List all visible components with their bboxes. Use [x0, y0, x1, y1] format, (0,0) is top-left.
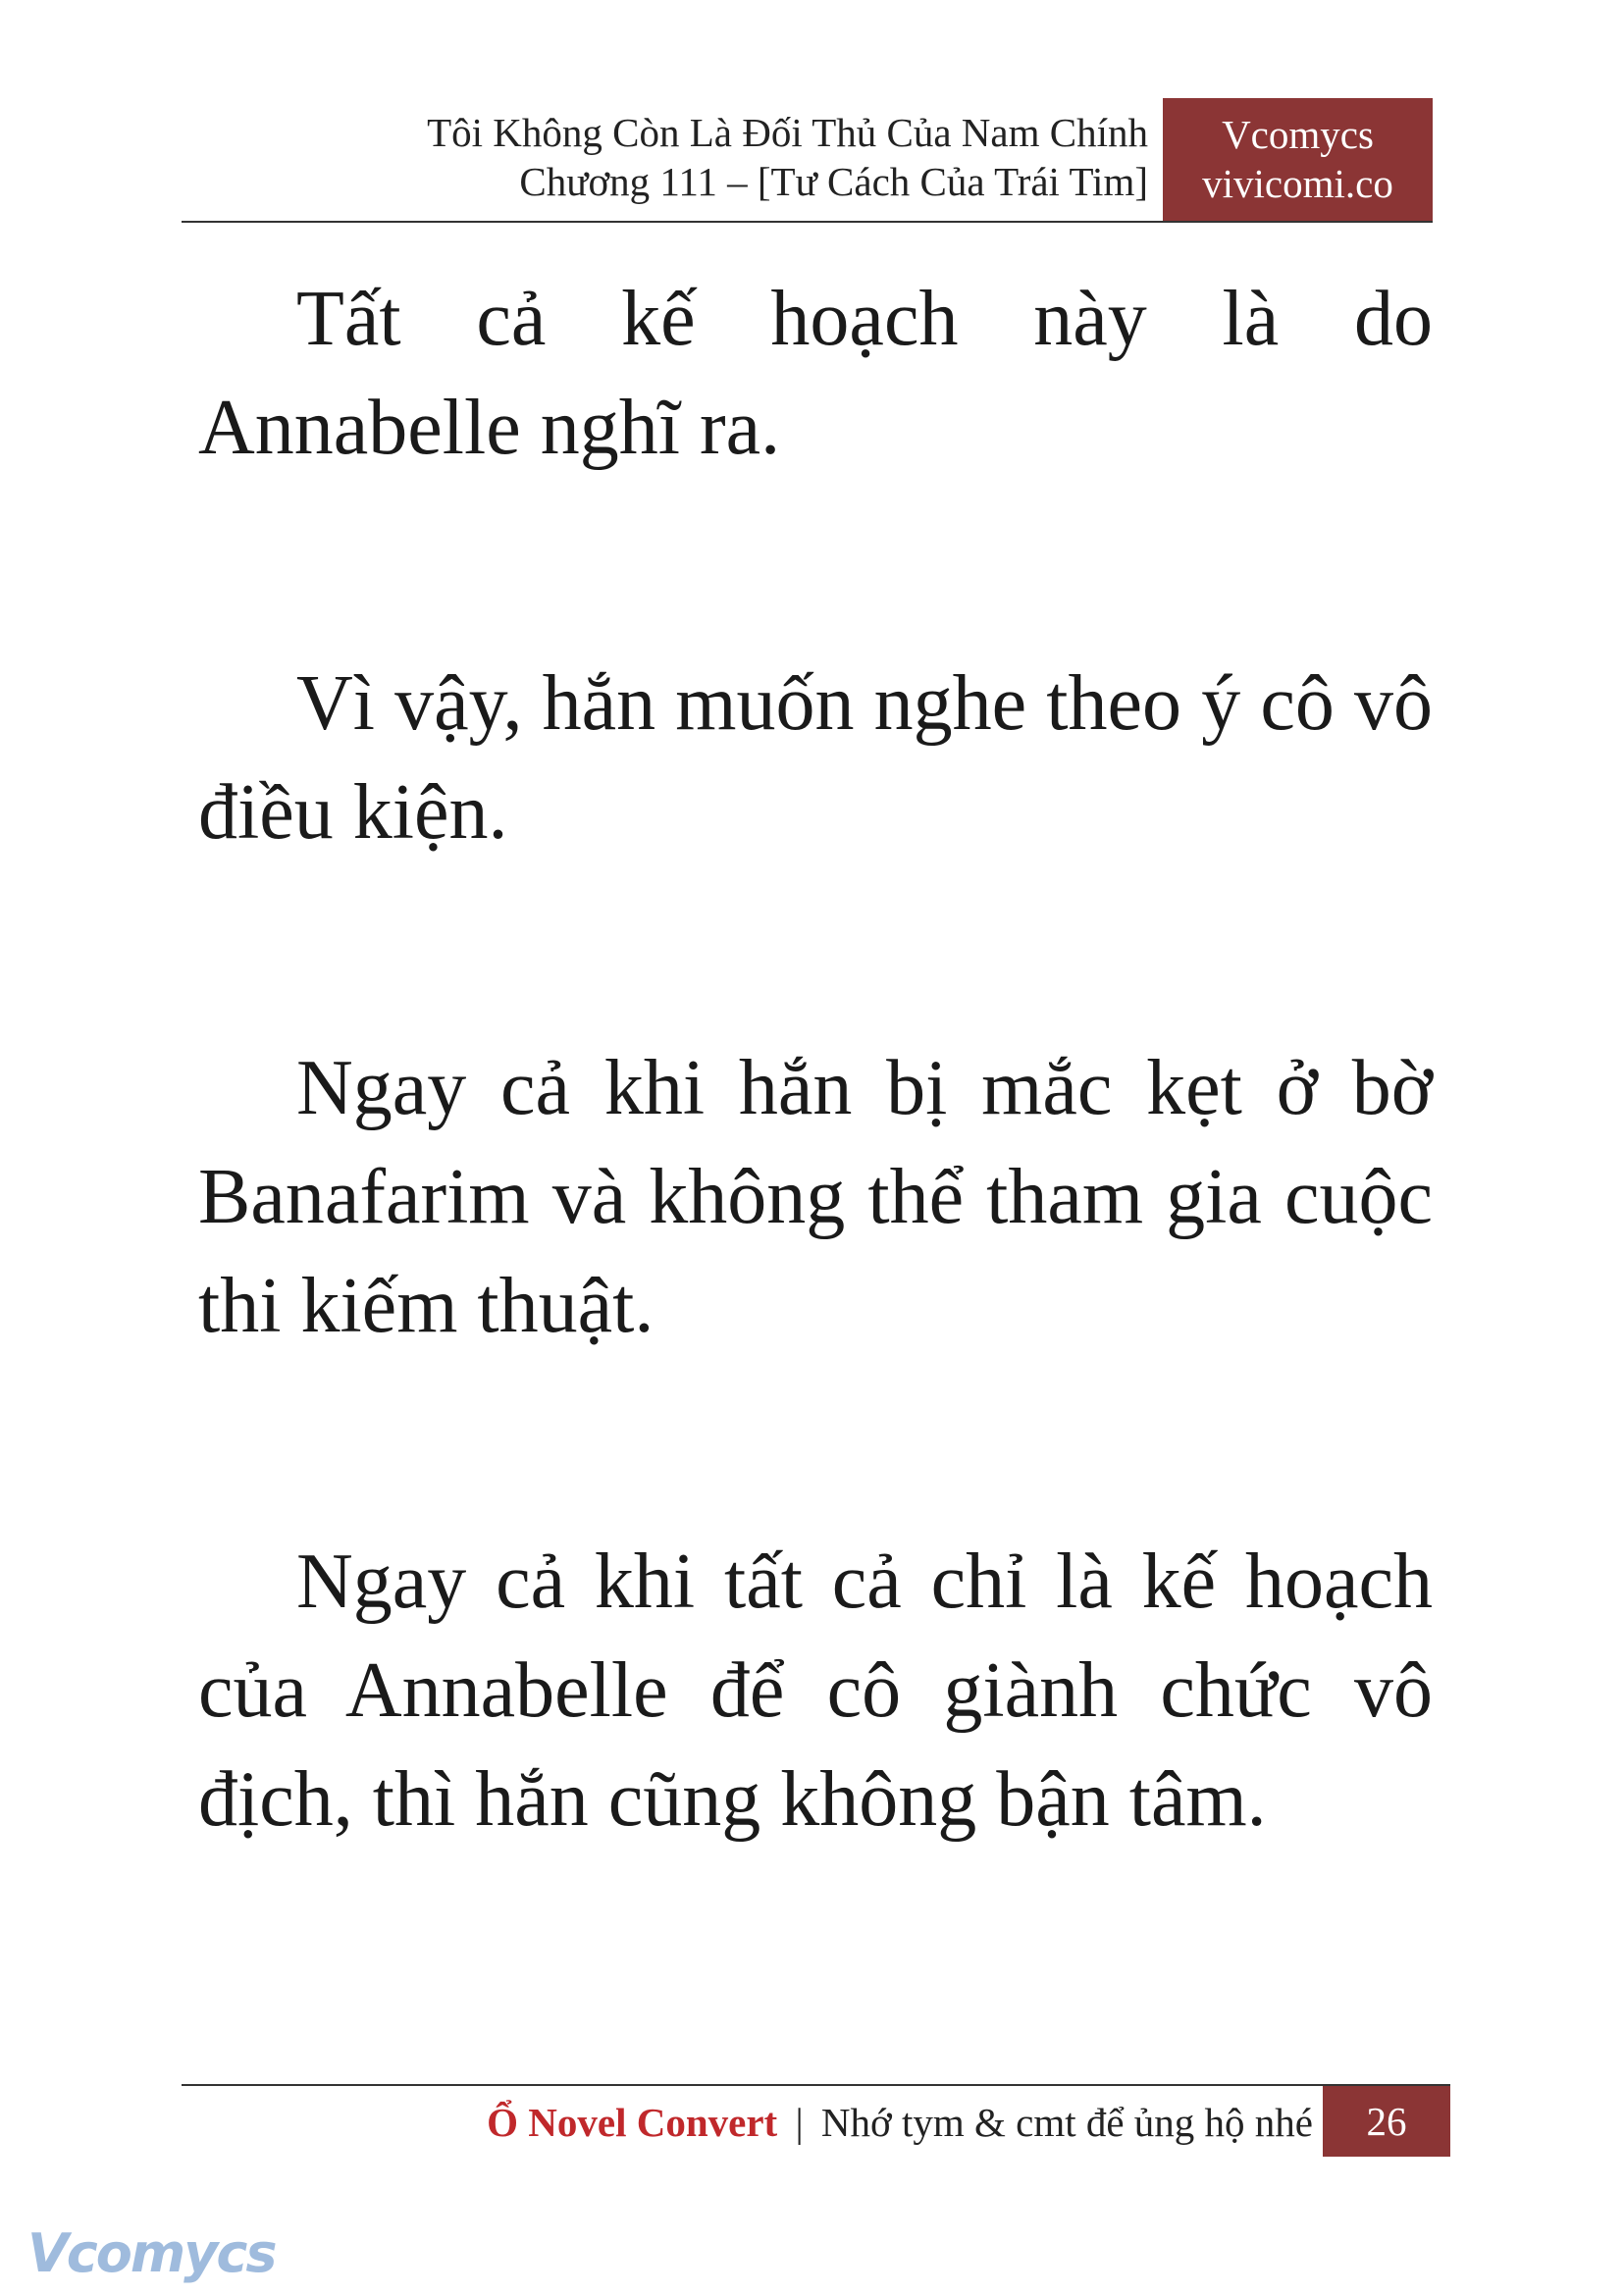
chapter-title: Chương 111 – [Tư Cách Của Trái Tim] [519, 159, 1148, 204]
paragraph-1: Tất cả kế hoạch này là do Annabelle nghĩ ra. [198, 276, 1433, 471]
site-url: vivicomi.co [1202, 161, 1393, 206]
paragraph-4: Ngay cả khi tất cả chỉ là kế hoạch của Annabelle để cô giành chức vô địch, thì hắn cũng không bận tâm. [198, 1539, 1433, 1843]
footer-separator: | [795, 2100, 804, 2145]
book-title: Tôi Không Còn Là Đối Thủ Của Nam Chính [427, 110, 1148, 155]
footer-text [487, 2094, 1313, 2151]
paragraph-2: Vì vậy, hắn muốn nghe theo ý cô vô điều kiện. [198, 660, 1433, 856]
page-header [182, 98, 1433, 223]
page-number: 26 [1323, 2086, 1450, 2157]
site-name: Vcomycs [1222, 112, 1374, 157]
page-footer [182, 2084, 1450, 2157]
header-titles [427, 108, 1148, 206]
site-badge [1163, 98, 1433, 221]
watermark-logo [27, 2222, 276, 2291]
watermark-text: Vcomycs [27, 2222, 276, 2284]
paragraph-3: Ngay cả khi hắn bị mắc kẹt ở bờ Banafarim và không thể tham gia cuộc thi kiếm thuật. [198, 1045, 1433, 1349]
footer-brand: Ổ Novel Convert [487, 2100, 778, 2145]
page-content [198, 265, 1433, 1854]
footer-message: Nhớ tym & cmt để ủng hộ nhé [820, 2100, 1313, 2145]
